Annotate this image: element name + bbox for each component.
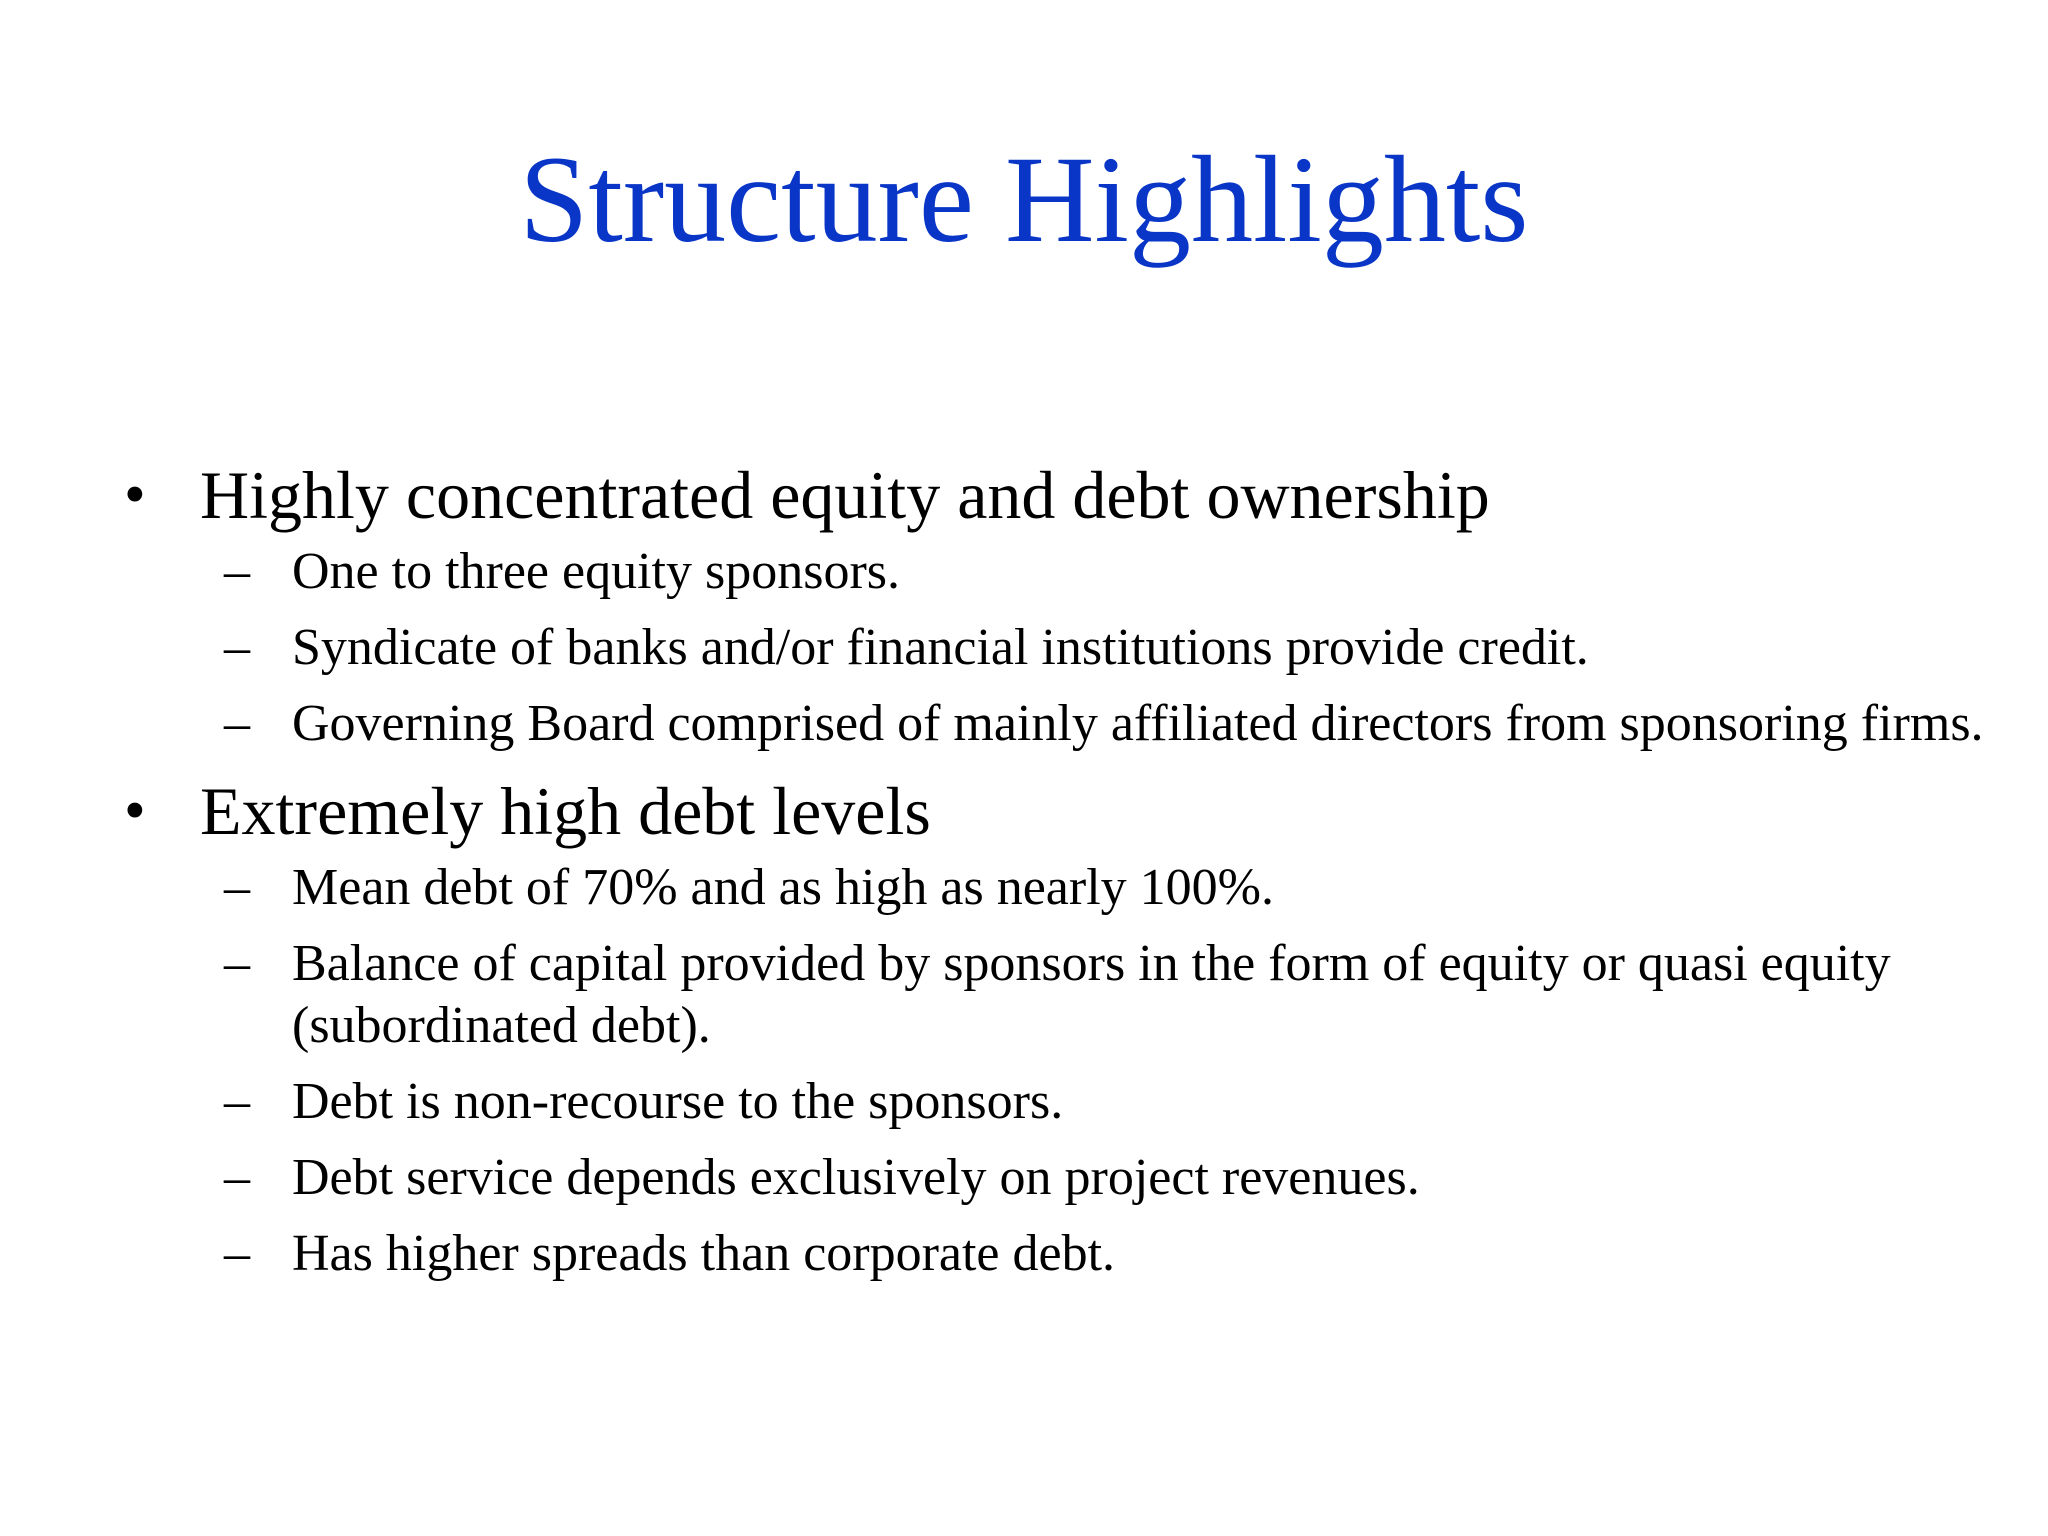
sub-item xyxy=(0,857,2048,919)
sub-item xyxy=(0,1147,2048,1209)
sub-list xyxy=(0,857,2048,1285)
bullet-text: Highly concentrated equity and debt ownership xyxy=(200,457,1490,533)
dash-icon: – xyxy=(224,543,250,600)
dash-icon: – xyxy=(224,1149,250,1206)
dash-icon: – xyxy=(224,1073,250,1130)
sub-item-text: Governing Board comprised of mainly affiliated directors from sponsoring firms. xyxy=(292,695,1984,752)
sub-item xyxy=(0,1223,2048,1285)
sub-item xyxy=(0,541,2048,603)
sub-item-text: Debt is non-recourse to the sponsors. xyxy=(292,1073,1064,1130)
sub-item-text: One to three equity sponsors. xyxy=(292,543,901,600)
sub-list xyxy=(0,541,2048,755)
dash-icon: – xyxy=(224,935,250,992)
sub-item xyxy=(0,1071,2048,1133)
sub-item xyxy=(0,693,2048,755)
bullet-item xyxy=(0,455,2048,535)
sub-item-text: Has higher spreads than corporate debt. xyxy=(292,1225,1116,1282)
bullet-item xyxy=(0,771,2048,851)
sub-item-text: Debt service depends exclusively on project revenues. xyxy=(292,1149,1420,1206)
dash-icon: – xyxy=(224,695,250,752)
bullet-dot-icon: • xyxy=(124,777,146,845)
sub-item-text: Balance of capital provided by sponsors in the form of equity or quasi equity (subordinated debt). xyxy=(292,935,1891,1054)
bullet-dot-icon: • xyxy=(124,461,146,529)
slide-title: Structure Highlights xyxy=(519,131,1529,268)
dash-icon: – xyxy=(224,619,250,676)
dash-icon: – xyxy=(224,1225,250,1282)
sub-item-text: Syndicate of banks and/or financial institutions provide credit. xyxy=(292,619,1589,676)
sub-item-text: Mean debt of 70% and as high as nearly 100%. xyxy=(292,859,1274,916)
sub-item xyxy=(0,933,2048,1057)
dash-icon: – xyxy=(224,859,250,916)
bullet-text: Extremely high debt levels xyxy=(200,773,931,849)
sub-item xyxy=(0,617,2048,679)
slide-body xyxy=(0,455,2048,1285)
